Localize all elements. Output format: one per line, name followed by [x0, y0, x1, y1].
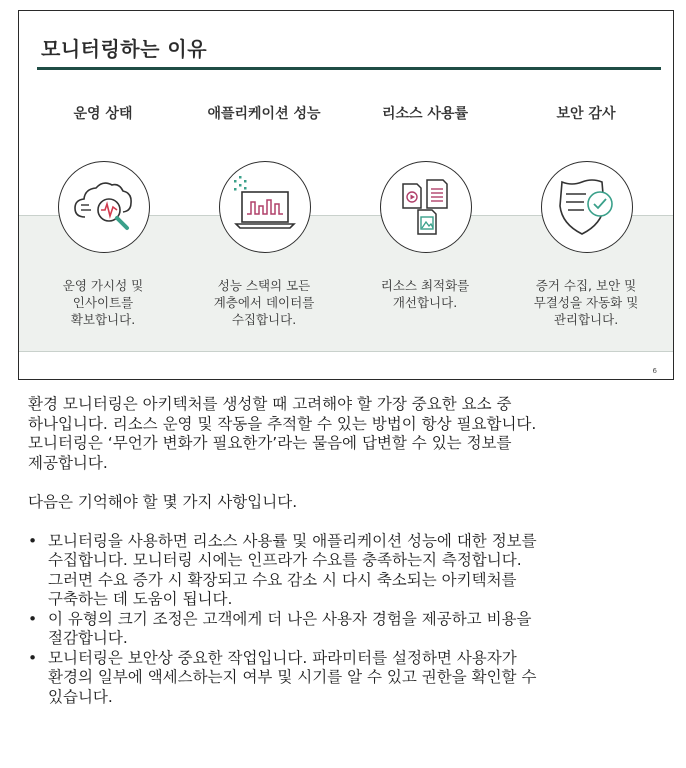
slide-footer-divider	[19, 351, 673, 352]
column-title: 리소스 사용률	[381, 106, 469, 122]
column-security-audit	[511, 11, 661, 351]
column-resource-utilization	[350, 11, 500, 351]
column-operational-health	[28, 11, 178, 351]
column-title: 애플리케이션 성능	[207, 106, 321, 122]
documents-icon	[380, 161, 472, 253]
slide	[18, 10, 674, 380]
notes-bullet-list	[28, 532, 668, 708]
slide-page-number: 6	[652, 367, 657, 375]
notes-paragraph-intro: 환경 모니터링은 아키텍처를 생성할 때 고려해야 할 가장 중요한 요소 중 하나입니다. 리소스 운영 및 작동을 추적할 수 있는 방법이 항상 필요합니다. 모니터링은 ‘무언가 변화가 필요한가’라는 물음에 답변할 수 있는 정보를 제공합니다.	[28, 395, 537, 472]
column-description: 리소스 최적화를 개선합니다.	[380, 278, 470, 310]
column-title: 운영 상태	[73, 106, 133, 122]
column-description: 증거 수집, 보안 및 무결성을 자동화 및 관리합니다.	[533, 278, 639, 327]
slide-title: 모니터링하는 이유	[41, 37, 208, 61]
notes-paragraph-points: 다음은 기억해야 할 몇 가지 사항입니다.	[28, 492, 298, 511]
speaker-notes	[28, 395, 668, 707]
column-description: 성능 스택의 모든 계층에서 데이터를 수집합니다.	[213, 278, 315, 327]
column-description: 운영 가시성 및 인사이트를 확보합니다.	[62, 278, 144, 327]
list-item: • 모니터링을 사용하면 리소스 사용률 및 애플리케이션 성능에 대한 정보를 수집합니다. 모니터링 시에는 인프라가 수요를 충족하는지 측정합니다. 그러면 수요 증가 시 확장되고 수요 감소 시 다시 축소되는 아키텍처를 구축하는 데 도움이 됩니다.	[28, 532, 668, 610]
column-application-performance	[189, 11, 339, 351]
list-item: • 이 유형의 크기 조정은 고객에게 더 나은 사용자 경험을 제공하고 비용을 절감합니다.	[28, 610, 668, 649]
cloud-monitor-icon	[58, 161, 150, 253]
list-item: • 모니터링은 보안상 중요한 작업입니다. 파라미터를 설정하면 사용자가 환경의 일부에 액세스하는지 여부 및 시기를 알 수 있고 권한을 확인할 수 있습니다.	[28, 649, 668, 708]
column-title: 보안 감사	[556, 106, 616, 122]
shield-check-icon	[541, 161, 633, 253]
laptop-chart-icon	[219, 161, 311, 253]
